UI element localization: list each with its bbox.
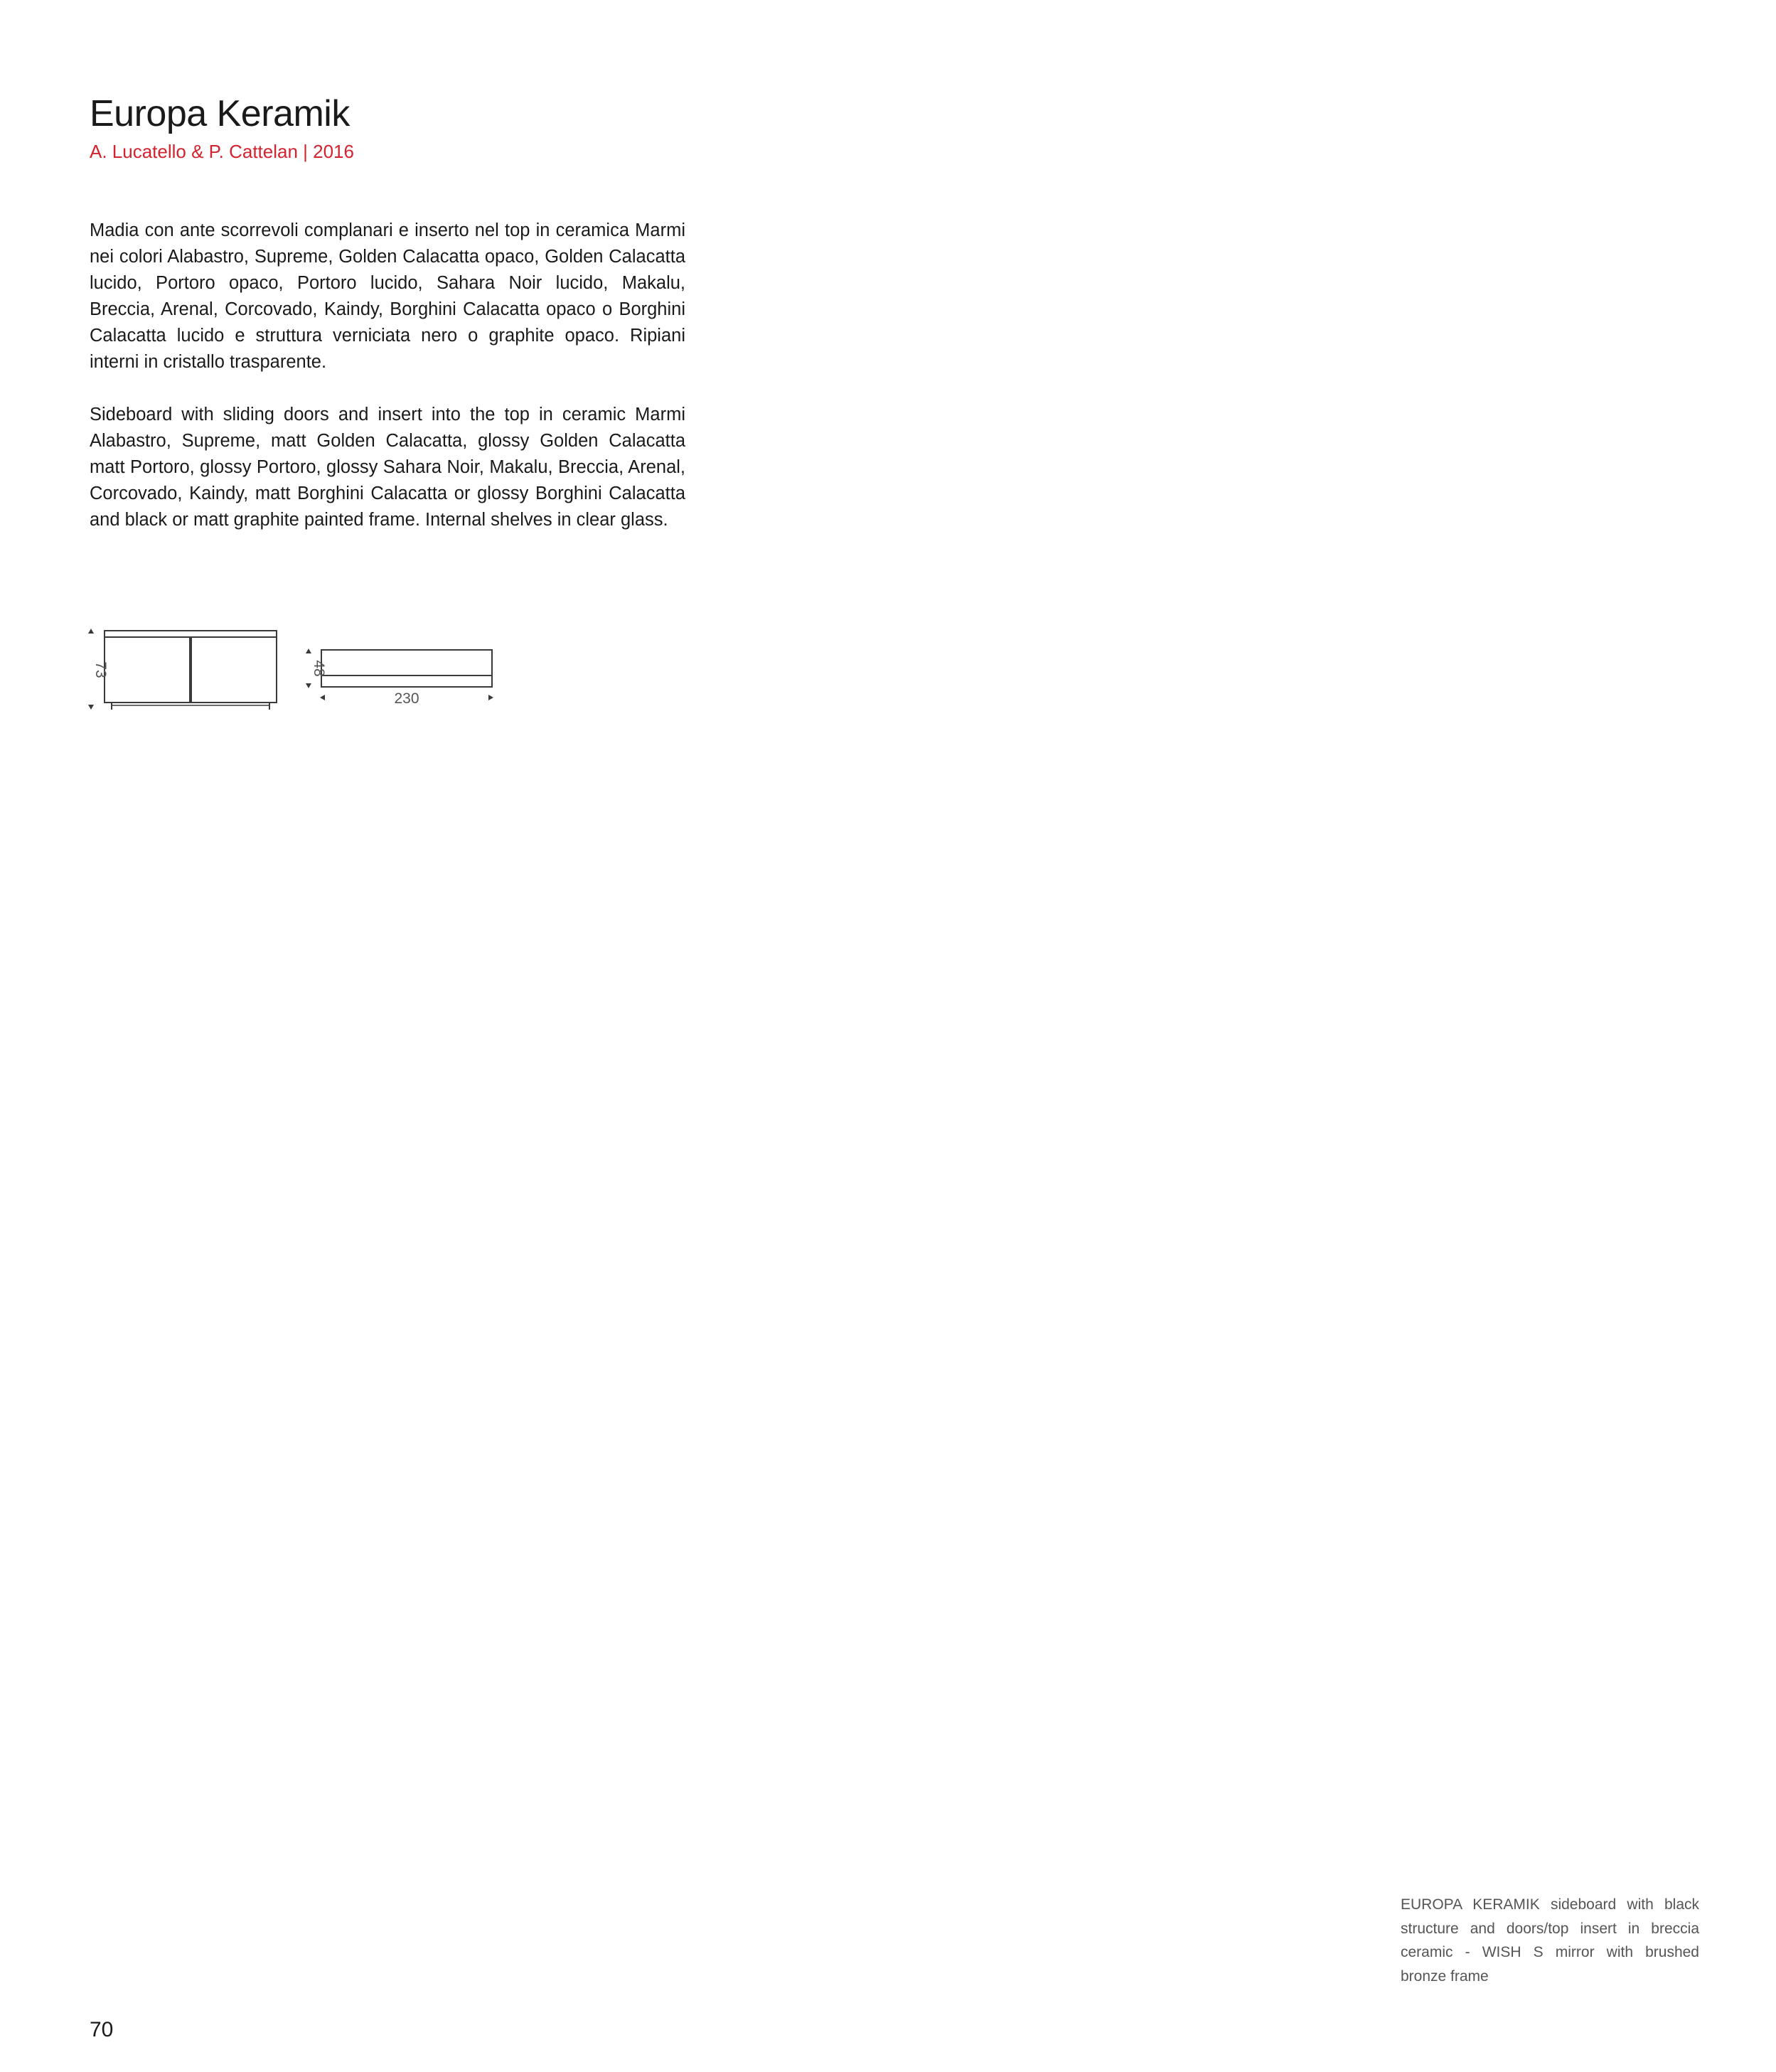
depth-label: 48: [311, 660, 327, 677]
page-title: Europa Keramik: [90, 93, 350, 134]
photo-caption: EUROPA KERAMIK sideboard with black structure and doors/top insert in breccia ceramic - WISH S mirror with brushed bronze frame: [1401, 1896, 1699, 1985]
height-arrow-down: [88, 705, 94, 710]
description-italian: Madia con ante scorrevoli complanari e inserto nel top in ceramica Marmi nei colori Alabastro, Supreme, Golden Calacatta opaco, Golden Calacatta lucido, Portoro opaco, Portoro lucido, Sahara Noir lucido, Makalu, Breccia, Arenal, Corcovado, Kaindy, Borghini Calacatta opaco o Borghini Calacatta lucido e struttura verniciata nero o graphite opaco. Ripiani interni in cristallo trasparente.: [90, 220, 685, 372]
width-arrow-right: [488, 695, 493, 700]
technical-drawings: [71, 619, 512, 718]
front-elevation-drawing: [105, 631, 277, 710]
plan-top: [321, 650, 492, 675]
height-dimension: [88, 629, 109, 710]
depth-arrow-up: [306, 648, 311, 653]
dimension-diagrams: [71, 619, 512, 718]
description-english: Sideboard with sliding doors and insert into the top in ceramic Marmi Alabastro, Supreme, matt Golden Calacatta, glossy Golden Calacatta matt Portoro, glossy Portoro, glossy Sahara Noir, Makalu, Breccia, Arenal, Corcovado, Kaindy, matt Borghini Calacatta or glossy Borghini Calacatta and black or matt graphite painted frame. Internal shelves in clear glass.: [90, 405, 685, 530]
height-label: 73: [92, 661, 109, 678]
designer-credit: A. Lucatello & P. Cattelan | 2016: [90, 141, 354, 162]
width-dimension: [320, 690, 493, 707]
width-label: 230: [394, 690, 419, 707]
depth-arrow-down: [306, 683, 311, 688]
depth-dimension: [306, 648, 327, 688]
plan-view-drawing: [321, 650, 492, 687]
sideboard-top: [105, 631, 277, 637]
plan-front-edge: [321, 675, 492, 687]
height-arrow-up: [88, 629, 94, 634]
width-arrow-left: [320, 695, 325, 700]
page-number: 70: [90, 2018, 114, 2041]
